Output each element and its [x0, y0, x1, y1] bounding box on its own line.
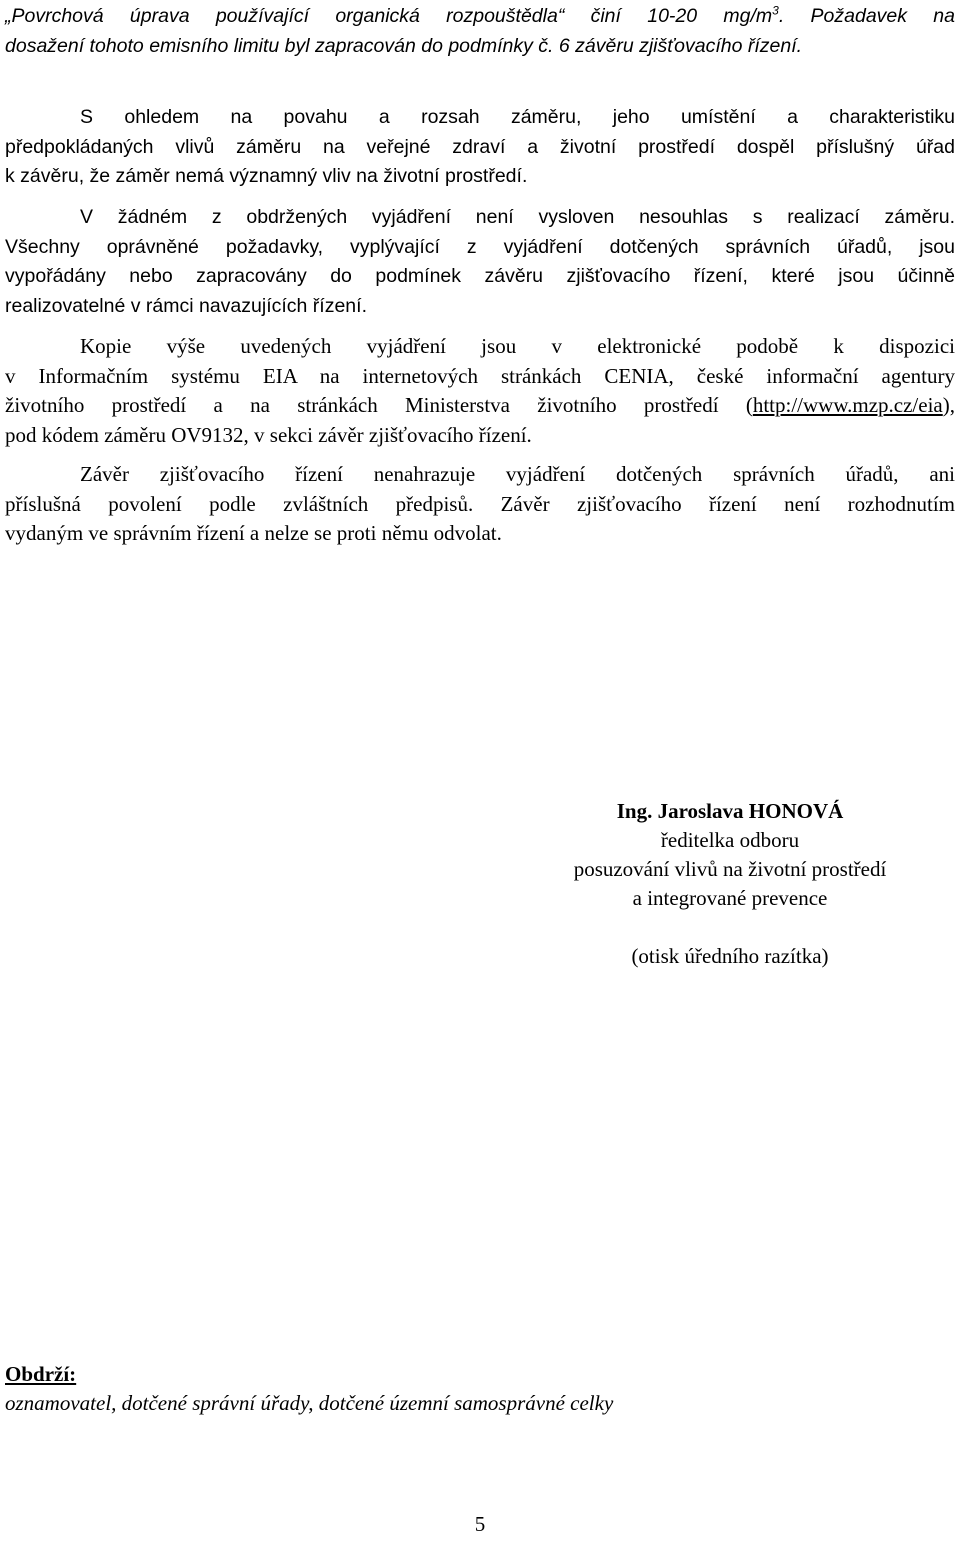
signatory-name: Ing. Jaroslava HONOVÁ: [616, 799, 844, 823]
opinions-line-2: Všechny oprávněné požadavky, vyplývající z vyjádření dotčených správních úřadů, jsou: [5, 235, 955, 258]
conclusion-line-1: S ohledem na povahu a rozsah záměru, jeho umístění a charakteristiku: [80, 106, 955, 128]
intro-line-1: [5, 2, 955, 32]
copies-text-b: ),: [942, 393, 955, 417]
conclusion-paragraph: [5, 103, 955, 192]
conclusion-line-3: k závěru, že záměr nemá významný vliv na životní prostředí.: [5, 165, 528, 187]
copies-line-2: v Informačním systému EIA na internetových stránkách CENIA, české informační agentury: [5, 363, 955, 388]
opinions-line-3: vypořádány nebo zapracovány do podmínek závěru zjišťovacího řízení, které jsou účinně: [5, 265, 955, 287]
stamp-placeholder: (otisk úředního razítka): [631, 944, 829, 968]
opinions-paragraph: [5, 203, 955, 321]
final-line-2: příslušná povolení podle zvláštních předpisů. Závěr zjišťovacího řízení není rozhodnutím: [5, 491, 955, 516]
eia-link[interactable]: http://www.mzp.cz/eia: [752, 393, 943, 417]
recipients-list: oznamovatel, dotčené správní úřady, dotčené územní samosprávné celky: [5, 1391, 614, 1415]
intro-text-b: . Požadavek na: [778, 5, 955, 27]
copies-line-1: Kopie výše uvedených vyjádření jsou v elektronické podobě k dispozici: [80, 334, 955, 358]
final-line-1: Závěr zjišťovacího řízení nenahrazuje vyjádření dotčených správních úřadů, ani: [80, 462, 955, 486]
copies-line-3: [5, 391, 955, 421]
conclusion-line-2: předpokládaných vlivů záměru na veřejné zdraví a životní prostředí dospěl příslušný úřad: [5, 135, 955, 158]
signatory-title-3: a integrované prevence: [632, 886, 828, 910]
opinions-line-4: realizovatelné v rámci navazujících řízení.: [5, 294, 367, 317]
copies-line-4: pod kódem záměru OV9132, v sekci závěr zjišťovacího řízení.: [5, 422, 532, 447]
final-paragraph: [5, 460, 955, 549]
signatory-title-2: posuzování vlivů na životní prostředí: [573, 857, 887, 881]
copies-paragraph: [5, 332, 955, 450]
intro-superscript: 3: [772, 3, 779, 18]
page-number: 5: [474, 1512, 486, 1536]
intro-text-a: „Povrchová úprava používající organická rozpouštědla“ činí 10-20 mg/m: [5, 5, 773, 27]
intro-paragraph: [5, 2, 955, 61]
intro-line-2: dosažení tohoto emisního limitu byl zapracován do podmínky č. 6 závěru zjišťovacího řízení.: [5, 34, 803, 57]
signatory-title-1: ředitelka odboru: [660, 828, 800, 852]
recipients-heading: Obdrží:: [5, 1362, 77, 1386]
signature-block: [505, 797, 955, 971]
final-line-3: vydaným ve správním řízení a nelze se proti němu odvolat.: [5, 521, 502, 545]
opinions-line-1: V žádném z obdržených vyjádření není vysloven nesouhlas s realizací záměru.: [80, 206, 955, 228]
copies-text-a: životního prostředí a na stránkách Ministerstva životního prostředí (: [5, 393, 753, 417]
